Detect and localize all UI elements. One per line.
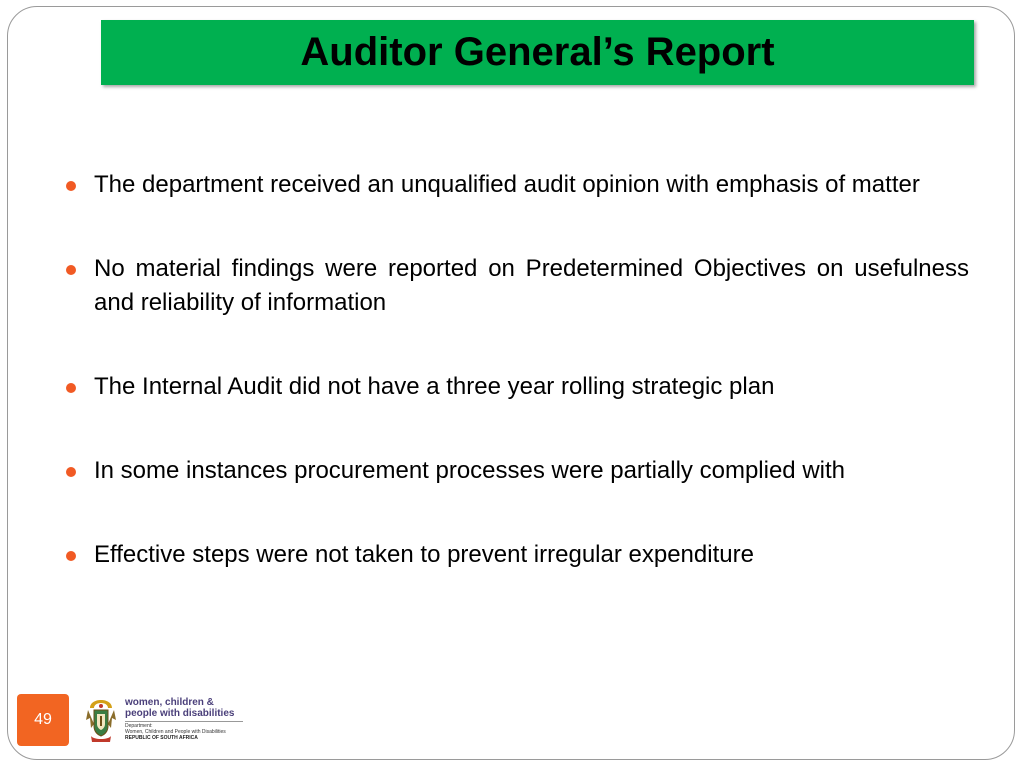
bullet-dot-icon [66, 265, 76, 275]
department-logo [84, 697, 254, 747]
bullet-text: Effective steps were not taken to prevent irregular expenditure [94, 541, 754, 568]
logo-country: REPUBLIC OF SOUTH AFRICA [125, 735, 198, 741]
bullet-dot-icon [66, 467, 76, 477]
logo-line-1: women, children & [125, 697, 214, 708]
bullet-list [65, 168, 969, 622]
bullet-item [65, 252, 969, 320]
title-bar [101, 20, 974, 85]
bullet-text: The Internal Audit did not have a three year rolling strategic plan [94, 373, 775, 400]
logo-sub-2: Women, Children and People with Disabilities [125, 729, 226, 735]
bullet-item [65, 370, 969, 404]
slide-title: Auditor General’s Report [300, 30, 775, 74]
page-number-badge [17, 694, 69, 746]
bullet-text: In some instances procurement processes were partially complied with [94, 457, 845, 484]
logo-title [125, 697, 234, 719]
bullet-text: The department received an unqualified audit opinion with emphasis of matter [94, 171, 920, 198]
coat-of-arms-icon [84, 698, 118, 744]
bullet-text: No material findings were reported on Predetermined Objectives on usefulness and reliability of information [94, 255, 969, 316]
bullet-dot-icon [66, 551, 76, 561]
page-number: 49 [34, 711, 52, 728]
logo-sub-1: Department: [125, 723, 153, 729]
bullet-item [65, 168, 969, 202]
bullet-item [65, 538, 969, 572]
bullet-dot-icon [66, 181, 76, 191]
bullet-item [65, 454, 969, 488]
logo-line-2: people with disabilities [125, 708, 235, 719]
logo-subtitle [125, 723, 226, 735]
logo-divider [125, 721, 243, 722]
bullet-dot-icon [66, 383, 76, 393]
